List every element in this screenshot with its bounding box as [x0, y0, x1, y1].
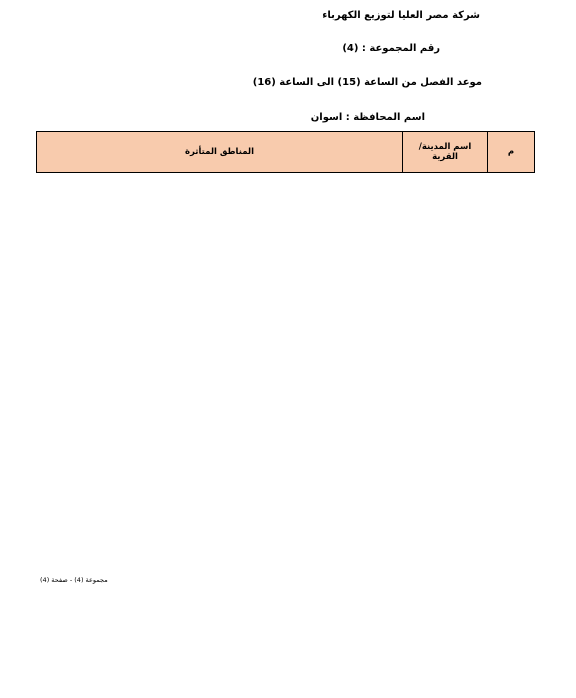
table-header-row — [37, 132, 535, 173]
affected-areas-table — [36, 131, 535, 173]
header-num: م — [488, 132, 535, 173]
header-areas: المناطق المتأثرة — [37, 132, 403, 173]
cutoff-time: موعد الفصل من الساعة (15) الى الساعة (16) — [252, 77, 482, 88]
company-name: شركة مصر العليا لتوزيع الكهرباء — [322, 10, 480, 21]
governorate-name: اسم المحافظة : اسوان — [310, 112, 425, 123]
header-city: اسم المدينة/ القرية — [403, 132, 488, 173]
group-number: رقم المجموعة : (4) — [342, 43, 440, 54]
page-footer: مجموعة (4) - صفحة (4) — [40, 576, 108, 584]
